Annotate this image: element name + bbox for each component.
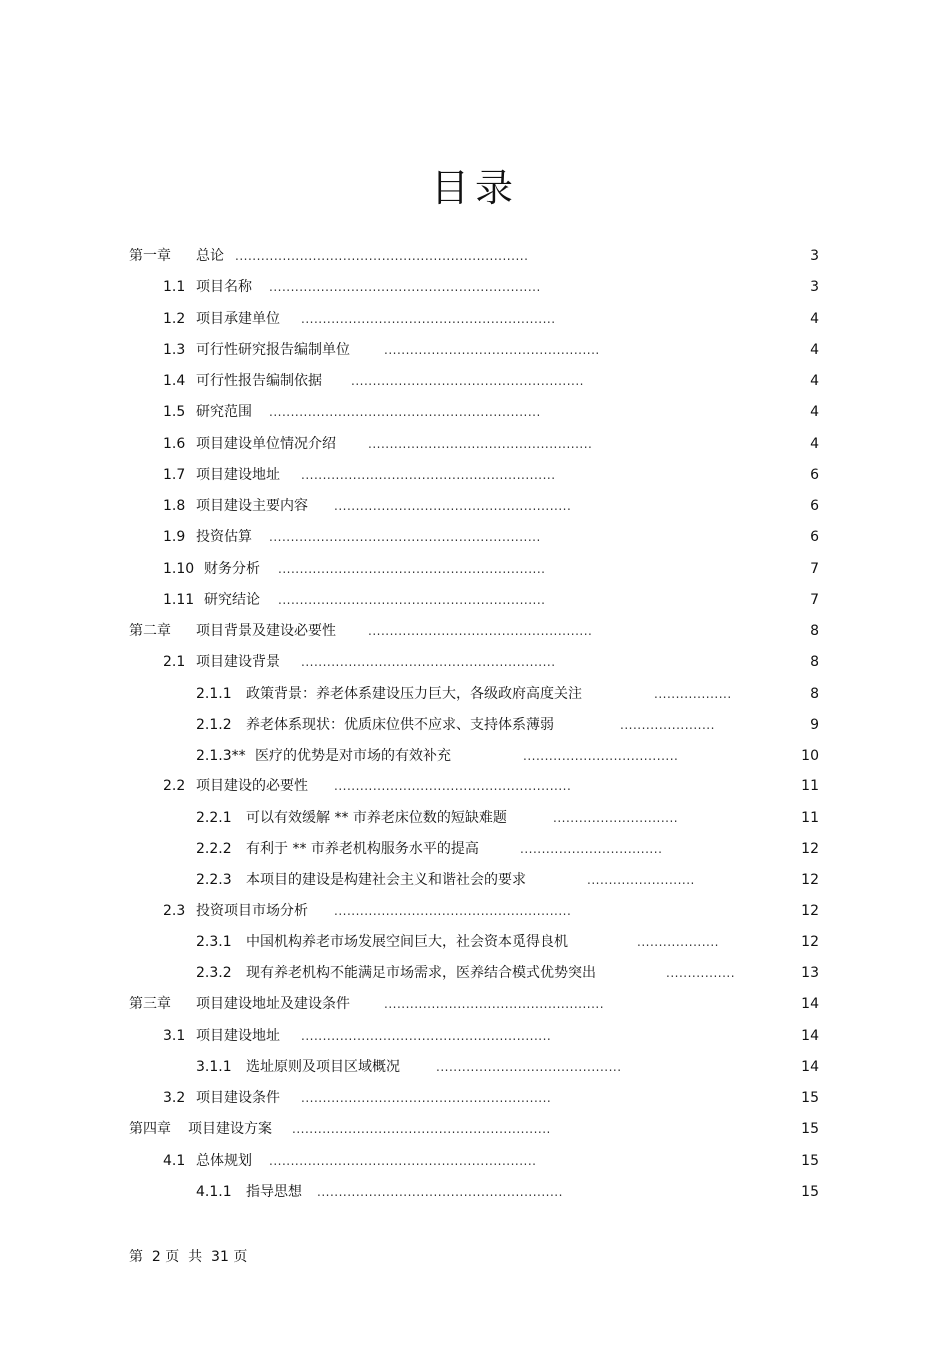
toc-entry-leader: .............................................................. (278, 593, 546, 607)
toc-entry[interactable] (0, 272, 950, 303)
toc-entry-title: 指导思想 (246, 1184, 302, 1200)
toc-entry-leader: .................................................... (368, 624, 593, 638)
toc-entry[interactable] (0, 865, 950, 896)
toc-entry[interactable] (0, 304, 950, 335)
toc-entry-leader: ........................................................... (301, 312, 556, 326)
toc-entry-page: 14 (801, 1059, 819, 1075)
toc-entry-number: 2.2.2 (196, 841, 232, 857)
toc-entry[interactable] (0, 241, 950, 272)
toc-entry-page: 11 (801, 810, 819, 826)
toc-entry-page: 13 (801, 965, 819, 981)
toc-entry-page: 6 (810, 498, 819, 514)
toc-entry-page: 11 (801, 778, 819, 794)
toc-entry-leader: ............................................................ (292, 1122, 551, 1136)
toc-entry-leader: ......................................................... (317, 1185, 563, 1199)
toc-entry-page: 4 (810, 311, 819, 327)
toc-entry[interactable] (0, 647, 950, 678)
toc-entry-title: 项目建设背景 (196, 654, 280, 670)
toc-entry-leader: ................................................... (384, 997, 605, 1011)
toc-entry-page: 9 (810, 717, 819, 733)
toc-entry-number: 1.1 (163, 279, 186, 295)
toc-entry-number: 1.3 (163, 342, 186, 358)
toc-entry-leader: ............................................................... (269, 405, 541, 419)
toc-entry-title: 政策背景：养老体系建设压力巨大，各级政府高度关注 (246, 686, 582, 702)
toc-entry-page: 8 (810, 686, 819, 702)
toc-entry-leader: ....................................................... (334, 499, 572, 513)
toc-entry-page: 12 (801, 934, 819, 950)
toc-entry[interactable] (0, 1052, 950, 1083)
toc-entry-leader: .............................................................. (278, 562, 546, 576)
toc-entry[interactable] (0, 741, 950, 772)
toc-entry-title: 项目建设地址 (196, 467, 280, 483)
toc-entry-title: 选址原则及项目区域概况 (246, 1059, 400, 1075)
toc-entry-number: 2.3.1 (196, 934, 232, 950)
toc-entry-page: 15 (801, 1121, 819, 1137)
toc-entry-page: 6 (810, 467, 819, 483)
toc-entry-leader: ................ (666, 966, 736, 980)
toc-entry-title: 可以有效缓解 ** 市养老床位数的短缺难题 (246, 810, 507, 826)
toc-entry[interactable] (0, 679, 950, 710)
toc-entry-number: 1.4 (163, 373, 186, 389)
toc-entry-page: 8 (810, 654, 819, 670)
toc-entry-leader: .................................................... (368, 437, 593, 451)
toc-entry[interactable] (0, 958, 950, 989)
toc-entry-number: 3.1 (163, 1028, 186, 1044)
toc-entry-leader: ........................................................... (301, 468, 556, 482)
toc-entry-title: 现有养老机构不能满足市场需求，医养结合模式优势突出 (246, 965, 596, 981)
toc-entry-number: 1.10 (163, 561, 195, 577)
toc-entry-number: 第四章 (129, 1121, 171, 1137)
toc-entry[interactable] (0, 1114, 950, 1145)
toc-entry-leader: ............................................................... (269, 280, 541, 294)
toc-entry-title: 总论 (196, 248, 224, 264)
toc-entry-leader: ....................................................... (334, 779, 572, 793)
toc-entry[interactable] (0, 927, 950, 958)
toc-entry-number: 2.1.3** (196, 748, 246, 764)
toc-entry[interactable] (0, 1083, 950, 1114)
toc-entry-title: 项目名称 (196, 279, 252, 295)
toc-entry-page: 4 (810, 342, 819, 358)
toc-entry-title: 可行性报告编制依据 (196, 373, 322, 389)
toc-entry-number: 1.5 (163, 404, 186, 420)
toc-entry-number: 1.2 (163, 311, 186, 327)
toc-entry[interactable] (0, 429, 950, 460)
toc-entry-number: 第二章 (129, 623, 171, 639)
toc-entry-number: 2.1.2 (196, 717, 232, 733)
toc-entry[interactable] (0, 366, 950, 397)
toc-entry-page: 12 (801, 872, 819, 888)
toc-entry-number: 2.3.2 (196, 965, 232, 981)
toc-entry[interactable] (0, 803, 950, 834)
toc-entry-title: 可行性研究报告编制单位 (196, 342, 350, 358)
toc-entry-title: 投资估算 (196, 529, 252, 545)
toc-entry-number: 1.11 (163, 592, 195, 608)
toc-entry[interactable] (0, 771, 950, 802)
toc-entry[interactable] (0, 491, 950, 522)
toc-entry-title: 项目建设地址及建设条件 (196, 996, 350, 1012)
toc-entry-title: 项目背景及建设必要性 (196, 623, 336, 639)
toc-entry-page: 3 (810, 279, 819, 295)
toc-entry-page: 15 (801, 1153, 819, 1169)
toc-entry-title: 本项目的建设是构建社会主义和谐社会的要求 (246, 872, 526, 888)
toc-entry-leader: .................................................. (384, 343, 600, 357)
toc-entry-title: 研究范围 (196, 404, 252, 420)
toc-entry-leader: .......................................................... (301, 1091, 552, 1105)
toc-entry-title: 项目承建单位 (196, 311, 280, 327)
toc-entry-leader: ........................................................... (301, 655, 556, 669)
toc-entry[interactable] (0, 710, 950, 741)
toc-entry-title: 项目建设地址 (196, 1028, 280, 1044)
toc-entry-title: 中国机构养老市场发展空间巨大，社会资本觅得良机 (246, 934, 568, 950)
toc-entry[interactable] (0, 834, 950, 865)
toc-entry[interactable] (0, 1146, 950, 1177)
toc-entry-title: 项目建设条件 (196, 1090, 280, 1106)
toc-entry-page: 10 (801, 748, 819, 764)
toc-entry[interactable] (0, 585, 950, 616)
toc-entry-page: 15 (801, 1184, 819, 1200)
toc-entry-number: 2.2.1 (196, 810, 232, 826)
toc-entry-page: 14 (801, 1028, 819, 1044)
toc-entry-leader: ........................................... (436, 1060, 622, 1074)
toc-entry-page: 15 (801, 1090, 819, 1106)
toc-entry-number: 1.9 (163, 529, 186, 545)
toc-entry-leader: .................................................................... (235, 249, 529, 263)
toc-entry-title: 项目建设的必要性 (196, 778, 308, 794)
toc-entry-number: 第三章 (129, 996, 171, 1012)
toc-entry-title: 项目建设单位情况介绍 (196, 436, 336, 452)
toc-entry-page: 4 (810, 436, 819, 452)
toc-entry-page: 6 (810, 529, 819, 545)
toc-entry-number: 2.1 (163, 654, 186, 670)
toc-entry-leader: ...................... (620, 718, 715, 732)
toc-entry-title: 医疗的优势是对市场的有效补充 (255, 748, 451, 764)
toc-entry-title: 有利于 ** 市养老机构服务水平的提高 (246, 841, 479, 857)
toc-entry-leader: .......................................................... (301, 1029, 552, 1043)
toc-entry-number: 2.1.1 (196, 686, 232, 702)
page-title: 目录 (430, 166, 519, 211)
toc-entry-page: 12 (801, 903, 819, 919)
toc-entry-page: 3 (810, 248, 819, 264)
toc-entry-title: 研究结论 (204, 592, 260, 608)
toc-entry-number: 3.2 (163, 1090, 186, 1106)
toc-entry-leader: ............................................................... (269, 530, 541, 544)
toc-entry[interactable] (0, 896, 950, 927)
toc-entry[interactable] (0, 1021, 950, 1052)
toc-entry-title: 养老体系现状：优质床位供不应求、支持体系薄弱 (246, 717, 554, 733)
toc-entry-number: 1.7 (163, 467, 186, 483)
toc-entry-leader: .................. (654, 687, 732, 701)
toc-entry-leader: .................................... (523, 749, 679, 763)
toc-entry-number: 2.2 (163, 778, 186, 794)
toc-entry-number: 4.1.1 (196, 1184, 232, 1200)
toc-entry[interactable] (0, 989, 950, 1020)
toc-entry-title: 投资项目市场分析 (196, 903, 308, 919)
toc-entry[interactable] (0, 554, 950, 585)
toc-entry-title: 项目建设主要内容 (196, 498, 308, 514)
toc-entry-page: 7 (810, 561, 819, 577)
toc-entry[interactable] (0, 335, 950, 366)
toc-entry-title: 财务分析 (204, 561, 260, 577)
toc-entry-leader: ............................. (553, 811, 679, 825)
toc-entry-number: 3.1.1 (196, 1059, 232, 1075)
toc-entry[interactable] (0, 616, 950, 647)
toc-entry-leader: ................................. (520, 842, 663, 856)
toc-entry-number: 第一章 (129, 248, 171, 264)
toc-entry-leader: ...................................................... (351, 374, 584, 388)
toc-entry-leader: ......................... (587, 873, 695, 887)
toc-entry-number: 4.1 (163, 1153, 186, 1169)
page-footer: 第 2 页 共 31 页 (129, 1249, 248, 1265)
toc-entry-page: 4 (810, 404, 819, 420)
toc-entry-title: 总体规划 (196, 1153, 252, 1169)
toc-entry-number: 1.8 (163, 498, 186, 514)
toc-entry-number: 1.6 (163, 436, 186, 452)
toc-entry-leader: ....................................................... (334, 904, 572, 918)
toc-entry-page: 4 (810, 373, 819, 389)
toc-entry[interactable] (0, 522, 950, 553)
toc-entry-leader: ................... (637, 935, 719, 949)
toc-entry-page: 14 (801, 996, 819, 1012)
toc-entry-page: 7 (810, 592, 819, 608)
toc-entry-page: 12 (801, 841, 819, 857)
toc-entry-page: 8 (810, 623, 819, 639)
toc-entry-number: 2.2.3 (196, 872, 232, 888)
toc-entry[interactable] (0, 1177, 950, 1208)
toc-entry[interactable] (0, 397, 950, 428)
toc-entry-title: 项目建设方案 (188, 1121, 272, 1137)
toc-entry-number: 2.3 (163, 903, 186, 919)
toc-entry[interactable] (0, 460, 950, 491)
toc-entry-leader: .............................................................. (269, 1154, 537, 1168)
